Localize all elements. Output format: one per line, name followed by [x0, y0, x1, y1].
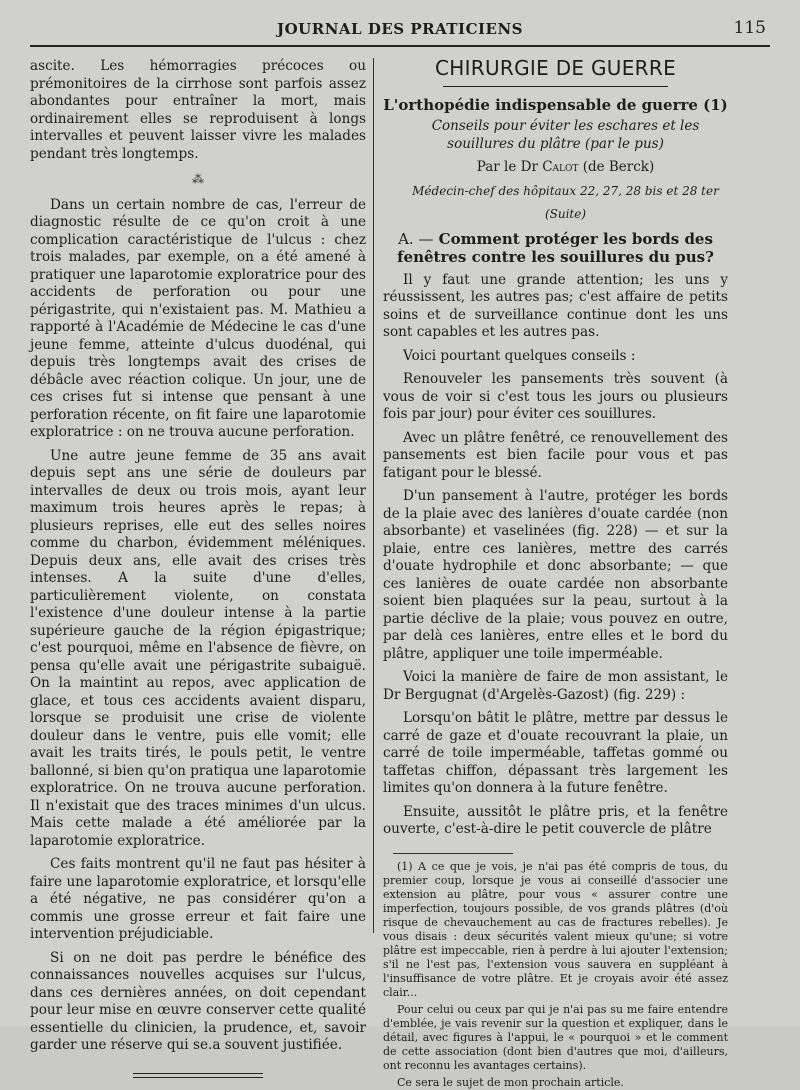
- section-rule: [443, 86, 668, 87]
- section-title: CHIRURGIE DE GUERRE: [434, 56, 677, 80]
- author-affiliation: Médecin-chef des hôpitaux 22, 27, 28 bis et 28 ter: [412, 183, 719, 198]
- running-header: [30, 16, 770, 42]
- paragraph: D'un pansement à l'autre, protéger les bords de la plaie avec des lanières d'ouate cardée (non absorbante) et vaselinées (fig. 228) — et sur la plaie, entre ces lanières, mettre des carrés d'ouate hydrophile et donc absorbante; — que ces lanières de ouate cardée non absorbante soient bien plaquées sur la peau, surtout à la partie déclive de la plaie; vous pouvez en outre, par delà ces lanières, entre elles et le bord du plâtre, appliquer une toile imperméable.: [383, 488, 728, 662]
- header-rule: [30, 45, 770, 47]
- page-number: 115: [733, 18, 766, 38]
- author-suffix: (de Berck): [582, 159, 655, 175]
- end-rule: [133, 1073, 263, 1078]
- subsection-title: Comment protéger les bords des fenêtres contre les souillures du pus?: [397, 229, 714, 266]
- paragraph: Si on ne doit pas perdre le bénéfice des connaissances nouvelles acquises sur l'ulcus, dans ces dernières années, on doit cependant pour leur mise en œuvre conserver cette qualité essentielle du clinicien, la prudence, et, savoir garder une réserve qui se.a souvent justifiée.: [30, 949, 366, 1053]
- subsection-label: A. —: [398, 229, 434, 248]
- footnote-rule: [393, 853, 513, 854]
- footnotes: [383, 860, 728, 1090]
- footnote: Pour celui ou ceux par qui je n'ai pas su me faire entendre d'emblée, je vais revenir sur la question et expliquer, dans le détail, avec figures à l'appui, le « pourquoi » et le comment de cette association (dont bien d'autres que moi, d'ailleurs, ont reconnu les avantages certains).: [383, 1002, 728, 1072]
- paragraph: Avec un plâtre fenêtré, ce renouvellement des pansements est bien facile pour vous et pas fatigant pour le blessé.: [383, 429, 728, 481]
- paragraph: Ces faits montrent qu'il ne faut pas hésiter à faire une laparotomie exploratrice, et lorsqu'elle a été négative, ne pas considérer qu'on a commis une grosse erreur et fait faire une intervention préjudiciable.: [30, 856, 366, 942]
- author-line: [383, 159, 728, 177]
- subsection-heading: [383, 230, 728, 266]
- right-column: [383, 56, 728, 1089]
- journal-title: JOURNAL DES PRATICIENS: [277, 20, 523, 38]
- paragraph: Dans un certain nombre de cas, l'erreur de diagnostic résulte de ce qu'on croit à une complication caractéristique de l'ulcus : chez trois malades, par exemple, on a été amené à pratiquer une laparotomie exploratrice pour des accidents de perforation ou pour une périgastrite, qui n'existaient pas. M. Mathieu a rapporté à l'Académie de Médecine le cas d'une jeune femme, atteinte d'ulcus duodénal, qui depuis très longtemps avait des crises de débâcle avec réaction colique. Un jour, une de ces crises fut si intense que pensant à une perforation récente, on fit faire une laparotomie exploratrice : on ne trouva aucune perforation.: [30, 196, 366, 440]
- paragraph: Voici pourtant quelques conseils :: [403, 347, 636, 364]
- footnote: (1) A ce que je vois, je n'ai pas été compris de tous, du premier coup, lorsque je vous ai conseillé d'associer une extension au plâtre, pour vous « assurer contre une imperfection, toujours possible, de vos grands plâtres (d'où risque de chevauchement au cas de fractures rebelles). Je vous disais : deux sécurités valent mieux qu'une; si votre plâtre est impeccable, rien à perdre à lui ajouter l'extension; s'il ne l'est pas, l'extension vous sauvera en suppléant à l'insuffisance de votre plâtre. Et je croyais avoir été assez clair...: [383, 859, 728, 999]
- paragraph: ascite. Les hémorragies précoces ou prémonitoires de la cirrhose sont parfois assez abondantes pour entraîner la mort, mais ordinairement elles se reproduisent à longs intervalles et peuvent laisser vivre les malades pendant très longtemps.: [30, 58, 366, 162]
- author-prefix: Par le Dr: [476, 159, 538, 175]
- footnote: Ce sera le sujet de mon prochain article.: [397, 1075, 624, 1089]
- paragraph: Lorsqu'on bâtit le plâtre, mettre par dessus le carré de gaze et d'ouate recouvrant la plaie, un carré de toile imperméable, taffetas gommé ou taffetas chiffon, dépassant très largement les limites qu'on donnera à la future fenêtre.: [383, 710, 728, 796]
- article-subtitle: Conseils pour éviter les eschares et les souillures du plâtre (par le pus): [431, 118, 700, 152]
- paragraph: Ensuite, aussitôt le plâtre pris, et la fenêtre ouverte, c'est-à-dire le petit couvercle de plâtre: [383, 803, 728, 837]
- column-divider: [373, 58, 374, 933]
- author-name: Calot: [542, 159, 579, 175]
- paragraph: Une autre jeune femme de 35 ans avait depuis sept ans une série de douleurs par intervalles de deux ou trois mois, ayant leur maximum trois heures après le repas; à plusieurs reprises, elle eut des selles noires comme du charbon, évidemment méléniques. Depuis deux ans, elle avait des crises très intenses. A la suite d'une d'elles, particulièrement violente, on constata l'existence d'une douleur intense à la partie supérieure gauche de la région épigastrique; c'est pourquoi, même en l'absence de fièvre, on pensa qu'elle avait une périgastrite subaiguë. On la maintint au repos, avec application de glace, et tous ces accidents avaient disparu, lorsque se produisit une crise de violente douleur dans le ventre, puis elle vomit; elle avait les traits tirés, le pouls petit, le ventre ballonné, si bien qu'on pratiqua une laparotomie exploratrice. On ne trouva aucune perforation. Il n'existait que des traces minimes d'un ulcus. Mais cette malade a été améliorée par la laparotomie exploratrice.: [30, 447, 366, 849]
- paragraph: Renouveler les pansements très souvent (à vous de voir si c'est tous les jours ou plusieurs fois par jour) pour éviter ces souillures.: [383, 371, 728, 422]
- article-title: L'orthopédie indispensable de guerre (1): [383, 95, 728, 114]
- continued-label: (Suite): [544, 207, 587, 221]
- paragraph: Voici la manière de faire de mon assistant, le Dr Bergugnat (d'Argelès-Gazost) (fig. 229) :: [383, 669, 728, 703]
- paragraph: Il y faut une grande attention; les uns y réussissent, les autres pas; c'est affaire de petits soins et de surveillance continue dont les uns sont capables et les autres pas.: [383, 271, 728, 340]
- left-column: [30, 58, 366, 1053]
- asterism-divider: ⁂: [192, 172, 204, 186]
